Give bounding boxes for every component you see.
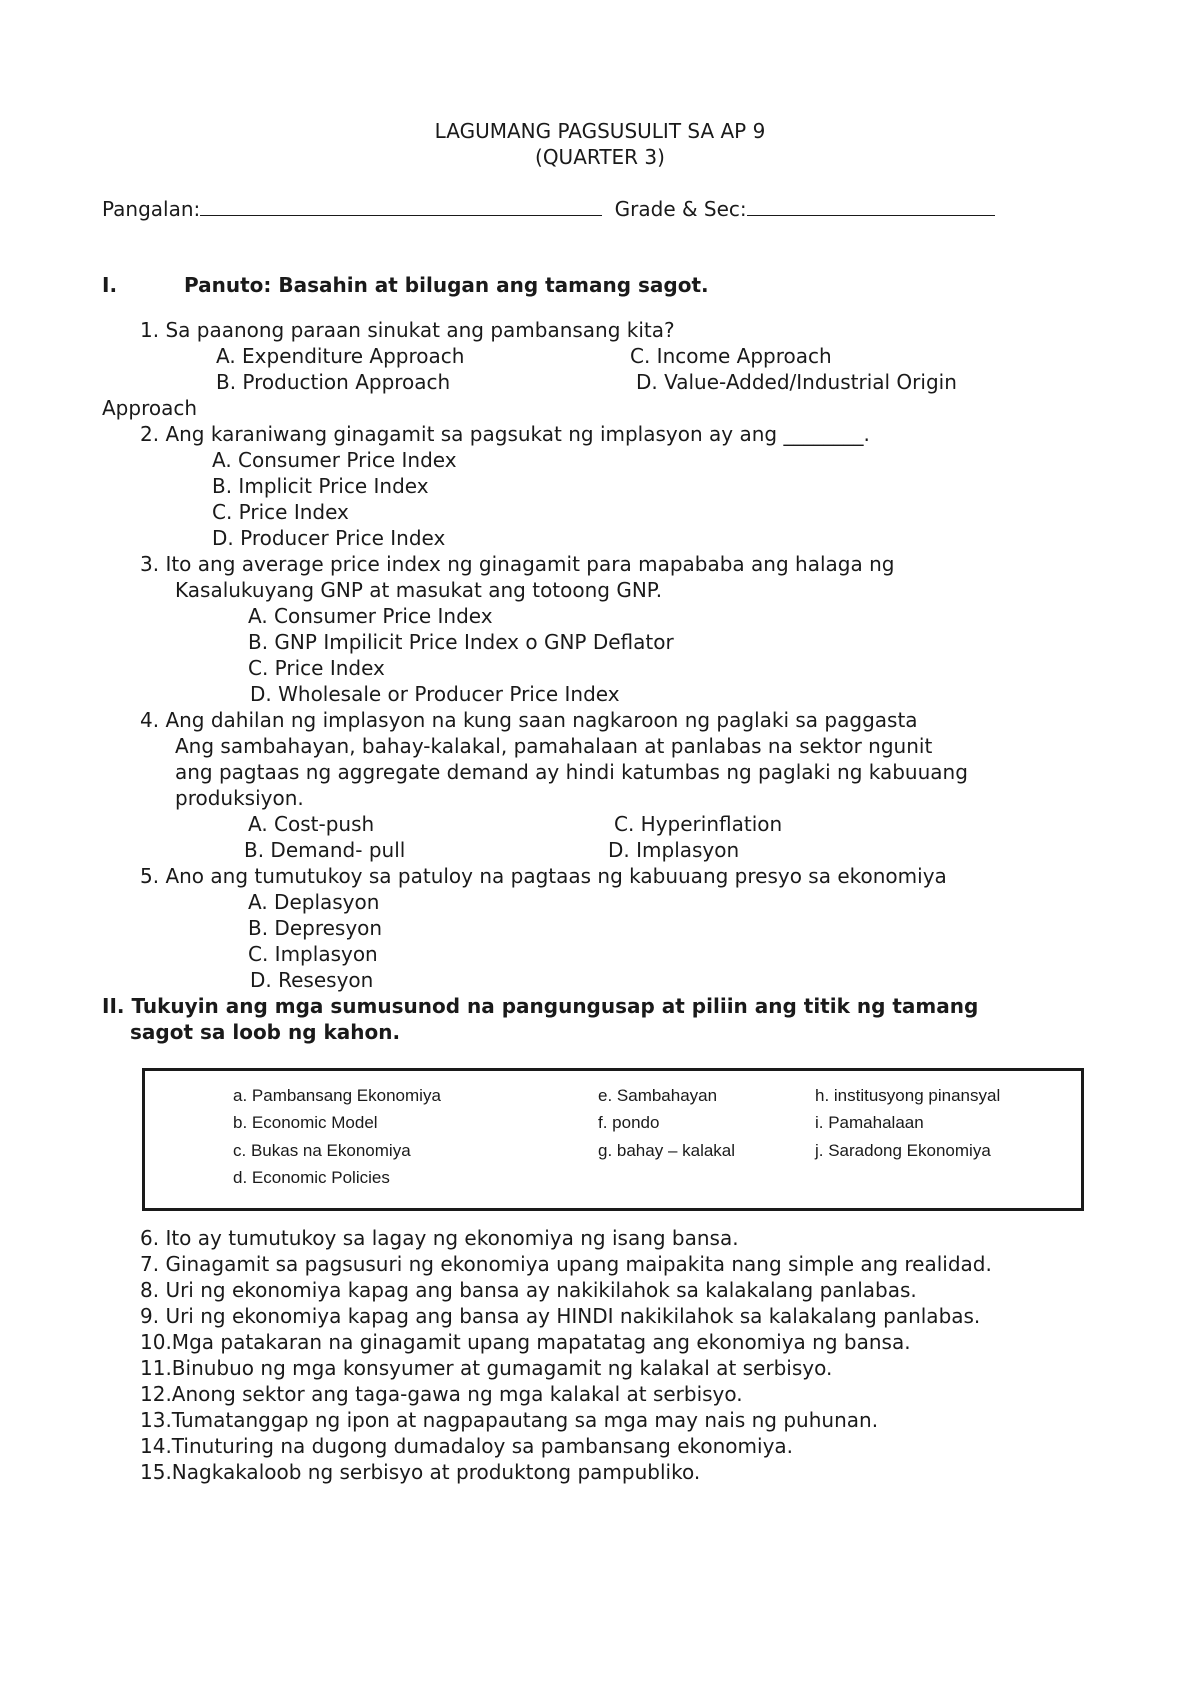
q3-option-d[interactable]: D. Wholesale or Producer Price Index: [250, 682, 620, 706]
choice-j: j. Saradong Ekonomiya: [815, 1141, 991, 1160]
q3-option-c[interactable]: C. Price Index: [248, 656, 385, 680]
q3-option-a[interactable]: A. Consumer Price Index: [248, 604, 493, 628]
q1-option-b[interactable]: B. Production Approach: [216, 370, 451, 394]
question-3: 3. Ito ang average price index ng ginagamit para mapababa ang halaga ng: [140, 552, 895, 576]
q2-option-c[interactable]: C. Price Index: [212, 500, 349, 524]
grade-blank[interactable]: [747, 195, 995, 216]
name-field[interactable]: [102, 195, 995, 222]
grade-label: Grade & Sec:: [614, 197, 747, 221]
q5-option-b[interactable]: B. Depresyon: [248, 916, 383, 940]
item-14: 14.Tinuturing na dugong dumadaloy sa pambansang ekonomiya.: [140, 1434, 794, 1458]
q1-option-d[interactable]: D. Value-Added/Industrial Origin: [636, 370, 957, 394]
item-15: 15.Nagkakaloob ng serbisyo at produktong pampubliko.: [140, 1460, 701, 1484]
q2-option-d[interactable]: D. Producer Price Index: [212, 526, 446, 550]
item-13: 13.Tumatanggap ng ipon at nagpapautang sa mga may nais ng puhunan.: [140, 1408, 879, 1432]
q1-option-d-continued: Approach: [102, 396, 198, 420]
q5-option-d[interactable]: D. Resesyon: [250, 968, 374, 992]
part2-instruction-cont: sagot sa loob ng kahon.: [130, 1020, 401, 1044]
page-title: LAGUMANG PAGSUSULIT SA AP 9: [434, 119, 766, 143]
item-9: 9. Uri ng ekonomiya kapag ang bansa ay HINDI nakikilahok sa kalakalang panlabas.: [140, 1304, 981, 1328]
question-1: 1. Sa paanong paraan sinukat ang pambansang kita?: [140, 318, 675, 342]
name-label: Pangalan:: [102, 197, 201, 221]
choice-b: b. Economic Model: [233, 1113, 378, 1132]
question-3-cont: Kasalukuyang GNP at masukat ang totoong GNP.: [175, 578, 663, 602]
item-10: 10.Mga patakaran na ginagamit upang mapatatag ang ekonomiya ng bansa.: [140, 1330, 911, 1354]
page-subtitle: (QUARTER 3): [535, 145, 665, 169]
choice-d: d. Economic Policies: [233, 1168, 390, 1187]
q2-option-a[interactable]: A. Consumer Price Index: [212, 448, 457, 472]
question-2: 2. Ang karaniwang ginagamit sa pagsukat ng implasyon ay ang ________.: [140, 422, 870, 446]
item-6: 6. Ito ay tumutukoy sa lagay ng ekonomiya ng isang bansa.: [140, 1226, 739, 1250]
question-4-line4: produksiyon.: [175, 786, 304, 810]
question-4-line3: ang pagtaas ng aggregate demand ay hindi katumbas ng paglaki ng kabuuang: [175, 760, 968, 784]
q4-option-c[interactable]: C. Hyperinflation: [614, 812, 783, 836]
part1-instruction: Panuto: Basahin at bilugan ang tamang sagot.: [184, 273, 709, 297]
item-11: 11.Binubuo ng mga konsyumer at gumagamit ng kalakal at serbisyo.: [140, 1356, 833, 1380]
q5-option-c[interactable]: C. Implasyon: [248, 942, 378, 966]
q4-option-b[interactable]: B. Demand- pull: [244, 838, 406, 862]
choice-a: a. Pambansang Ekonomiya: [233, 1086, 441, 1105]
choice-i: i. Pamahalaan: [815, 1113, 924, 1132]
q5-option-a[interactable]: A. Deplasyon: [248, 890, 380, 914]
name-blank[interactable]: [200, 195, 602, 216]
choice-g: g. bahay – kalakal: [598, 1141, 736, 1160]
choices-box: [142, 1068, 1084, 1211]
part1-numeral: I.: [102, 273, 118, 297]
choice-h: h. institusyong pinansyal: [815, 1086, 1001, 1105]
item-8: 8. Uri ng ekonomiya kapag ang bansa ay nakikilahok sa kalakalang panlabas.: [140, 1278, 917, 1302]
q1-option-c[interactable]: C. Income Approach: [630, 344, 832, 368]
item-7: 7. Ginagamit sa pagsusuri ng ekonomiya upang maipakita nang simple ang realidad.: [140, 1252, 992, 1276]
choice-e: e. Sambahayan: [598, 1086, 718, 1105]
q4-option-a[interactable]: A. Cost-push: [248, 812, 375, 836]
question-4: 4. Ang dahilan ng implasyon na kung saan nagkaroon ng paglaki sa paggasta: [140, 708, 918, 732]
choice-f: f. pondo: [598, 1113, 660, 1132]
q1-option-a[interactable]: A. Expenditure Approach: [216, 344, 465, 368]
choice-c: c. Bukas na Ekonomiya: [233, 1141, 411, 1160]
q4-option-d[interactable]: D. Implasyon: [608, 838, 740, 862]
q2-option-b[interactable]: B. Implicit Price Index: [212, 474, 429, 498]
question-4-line2: Ang sambahayan, bahay-kalakal, pamahalaan at panlabas na sektor ngunit: [175, 734, 933, 758]
part2-instruction: II. Tukuyin ang mga sumusunod na pangungusap at piliin ang titik ng tamang: [102, 994, 979, 1018]
q3-option-b[interactable]: B. GNP Impilicit Price Index o GNP Deflator: [248, 630, 674, 654]
item-12: 12.Anong sektor ang taga-gawa ng mga kalakal at serbisyo.: [140, 1382, 743, 1406]
question-5: 5. Ano ang tumutukoy sa patuloy na pagtaas ng kabuuang presyo sa ekonomiya: [140, 864, 947, 888]
